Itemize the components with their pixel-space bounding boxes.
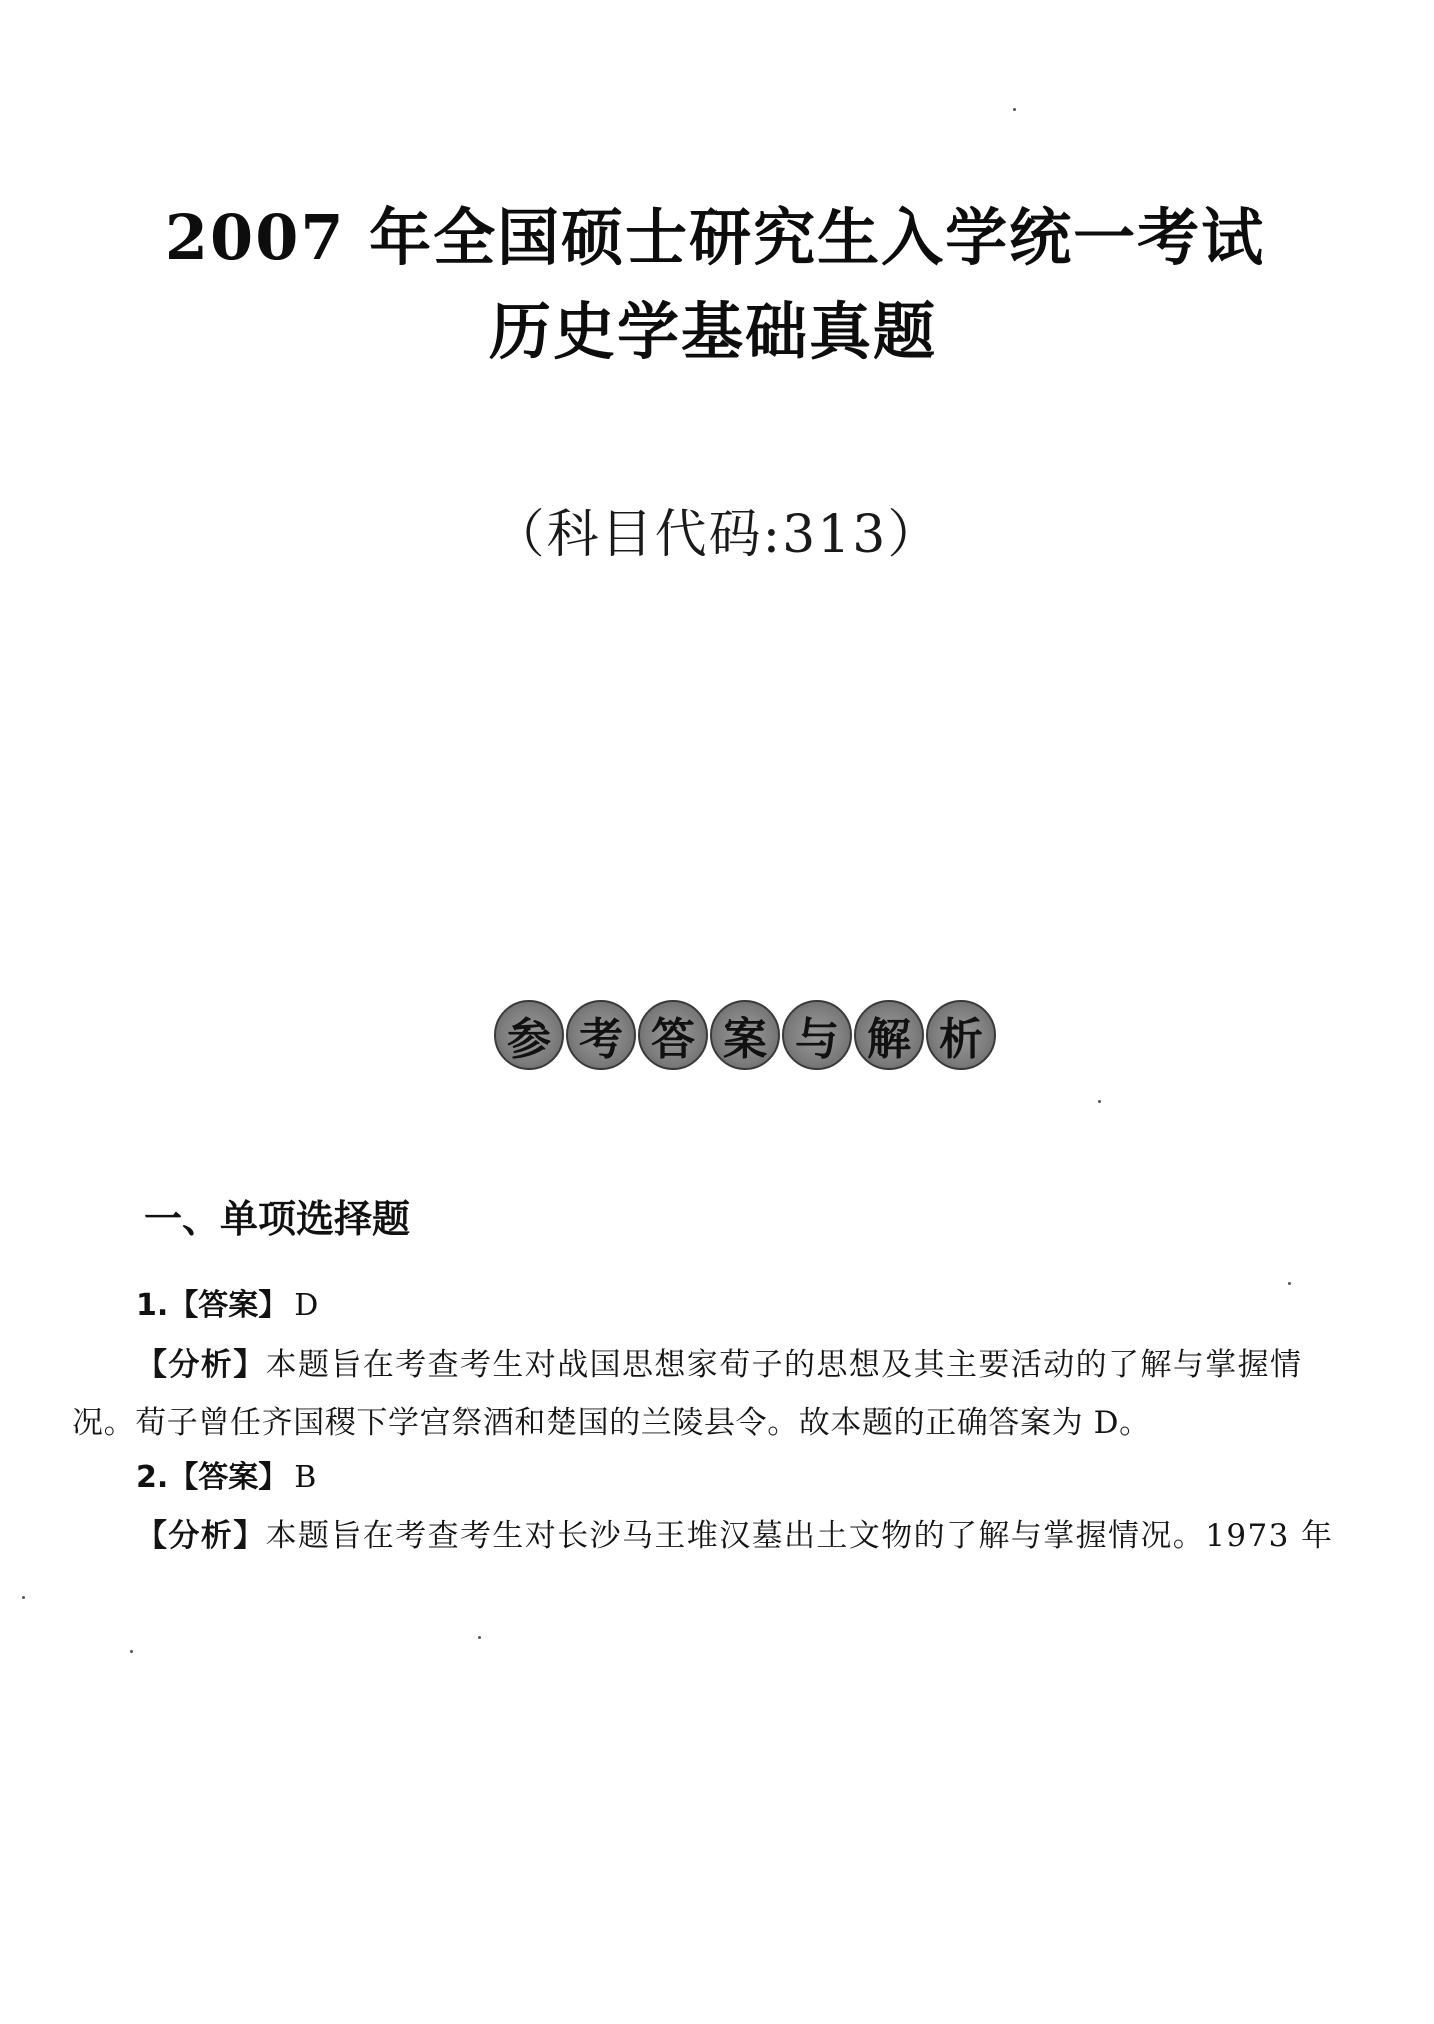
banner-char: 参 bbox=[494, 1000, 564, 1070]
analysis-1-line-1 bbox=[136, 1339, 1364, 1384]
question-number: 2. bbox=[136, 1460, 169, 1495]
answer-banner bbox=[494, 1000, 996, 1082]
analysis-1-line-2: 况。荀子曾任齐国稷下学宫祭酒和楚国的兰陵县令。故本题的正确答案为 D。 bbox=[72, 1405, 1151, 1441]
banner-char: 考 bbox=[566, 1000, 636, 1070]
analysis-text: 本题旨在考查考生对战国思想家荀子的思想及其主要活动的了解与掌握情 bbox=[265, 1347, 1303, 1383]
banner-char: 析 bbox=[926, 1000, 996, 1070]
banner-char: 与 bbox=[782, 1000, 852, 1070]
scan-speck bbox=[1013, 108, 1016, 111]
answer-value: B bbox=[294, 1460, 317, 1495]
scan-speck bbox=[130, 1650, 133, 1653]
scan-speck bbox=[22, 1596, 25, 1599]
question-number: 1. bbox=[136, 1288, 169, 1323]
scan-speck bbox=[1288, 1282, 1291, 1285]
title-line-1: 2007 年全国硕士研究生入学统一考试 bbox=[164, 201, 1266, 274]
subject-code: （科目代码:313） bbox=[492, 505, 942, 565]
section-heading: 一、单项选择题 bbox=[144, 1197, 411, 1241]
scan-speck bbox=[1098, 1100, 1101, 1103]
analysis-text: 本题旨在考查考生对长沙马王堆汉墓出土文物的了解与掌握情况。1973 年 bbox=[265, 1518, 1334, 1554]
answer-tag: 【答案】 bbox=[168, 1288, 289, 1323]
banner-char: 答 bbox=[638, 1000, 708, 1070]
title-line-2: 历史学基础真题 bbox=[488, 295, 937, 368]
banner-char: 解 bbox=[854, 1000, 924, 1070]
analysis-tag: 【分析】 bbox=[136, 1518, 266, 1554]
answer-value: D bbox=[294, 1288, 319, 1323]
analysis-2-line-1 bbox=[136, 1510, 1364, 1555]
answer-tag: 【答案】 bbox=[168, 1460, 289, 1495]
analysis-tag: 【分析】 bbox=[136, 1347, 266, 1383]
question-answer-1 bbox=[136, 1280, 318, 1324]
question-answer-2 bbox=[136, 1452, 316, 1496]
banner-char: 案 bbox=[710, 1000, 780, 1070]
scan-speck bbox=[478, 1636, 481, 1639]
